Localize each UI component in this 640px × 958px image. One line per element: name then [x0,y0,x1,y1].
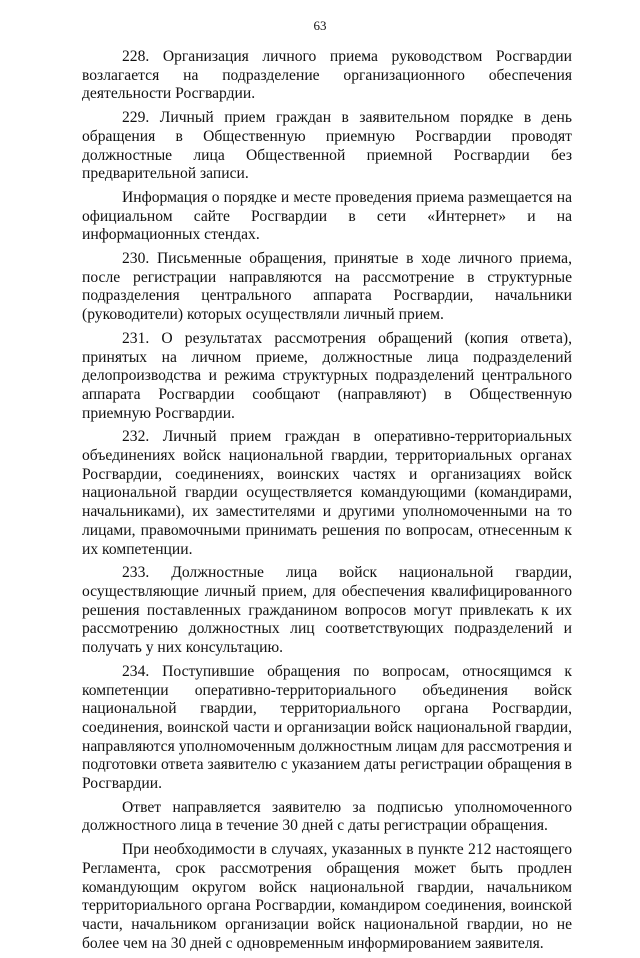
paragraph-233: 233. Должностные лица войск национальной гвардии, осуществляющие личный прием, для обеспечения квалифицированного решения поставленных гражданином вопросов могут привлекать к их рассмотрению должностных лиц соответствующих подразделений и получать у них консультацию. [82,564,572,657]
paragraph-234-answer: Ответ направляется заявителю за подписью уполномоченного должностного лица в течение 30 дней с даты регистрации обращения. [82,798,572,835]
paragraph-231: 231. О результатах рассмотрения обращений (копия ответа), принятых на личном приеме, должностные лица подразделений делопроизводства и режима структурных подразделений центрального аппарата Росгвардии сообщают (направляют) в Общественную приемную Росгвардии. [82,329,572,422]
document-body [82,48,572,958]
page-number: 63 [313,18,327,33]
paragraph-232: 232. Личный прием граждан в оперативно-территориальных объединениях войск национальной гвардии, территориальных органах Росгвардии, соединениях, воинских частях и организациях войск национальной гвардии осуществляется командующими (командирами, начальниками), их заместителями и другими уполномоченными на то лицами, правомочными принимать решения по вопросам, отнесенным к их компетенции. [82,428,572,558]
paragraph-229-info: Информация о порядке и месте проведения приема размещается на официальном сайте Росгвардии в сети «Интернет» и на информационных стендах. [82,188,572,244]
paragraph-230: 230. Письменные обращения, принятые в ходе личного приема, после регистрации направляются на рассмотрение в структурные подразделения центрального аппарата Росгвардии, начальники (руководители) которых осуществляли личный прием. [82,250,572,324]
paragraph-229: 229. Личный прием граждан в заявительном порядке в день обращения в Общественную приемную Росгвардии проводят должностные лица Общественной приемной Росгвардии без предварительной записи. [82,109,572,183]
paragraph-234: 234. Поступившие обращения по вопросам, относящимся к компетенции оперативно-территориального объединения войск национальной гвардии, территориального органа Росгвардии, соединения, воинской части и организации войск национальной гвардии, направляются уполномоченным должностным лицам для рассмотрения и подготовки ответа заявителю с указанием даты регистрации обращения в Росгвардии. [82,662,572,793]
paragraph-234-extension: При необходимости в случаях, указанных в пункте 212 настоящего Регламента, срок рассмотрения обращения может быть продлен командующим округом войск национальной гвардии, начальником территориального органа Росгвардии, командиром соединения, воинской части, начальником организации войск национальной гвардии, но не более чем на 30 дней с одновременным информированием заявителя. [82,841,572,952]
paragraph-228: 228. Организация личного приема руководством Росгвардии возлагается на подразделение организационного обеспечения деятельности Росгвардии. [82,48,572,103]
